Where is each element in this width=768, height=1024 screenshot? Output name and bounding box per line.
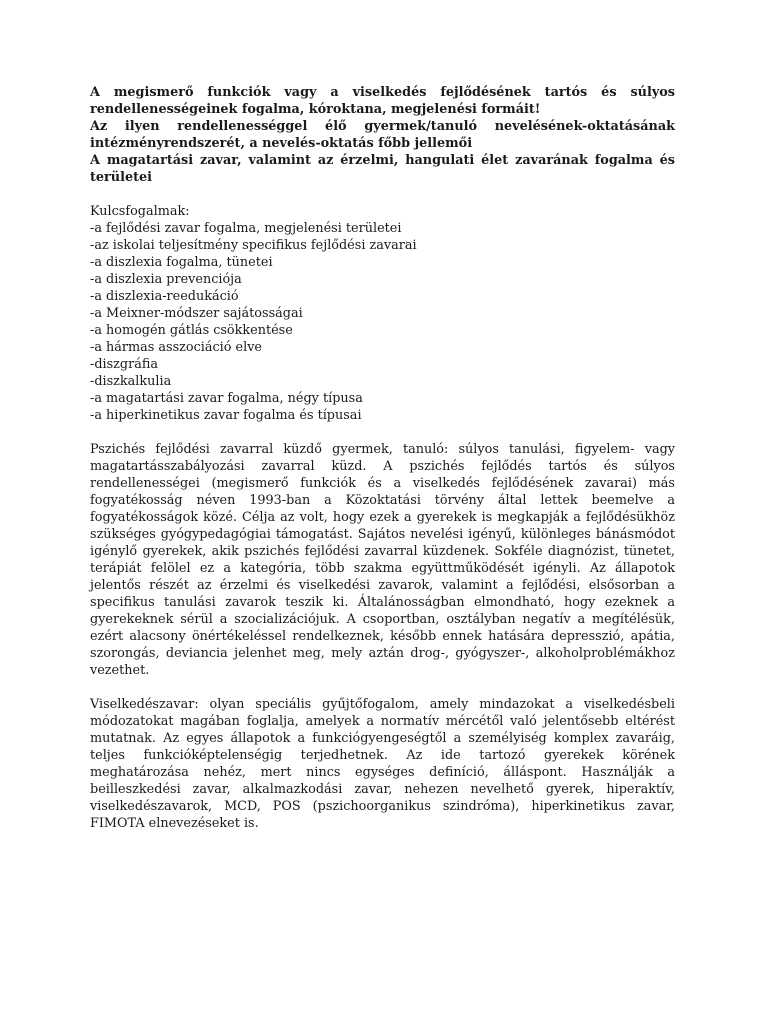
paragraph-viselkedészavar: Viselkedészavar: olyan speciális gyűjtőfogalom, amely mindazokat a viselkedésbeli módozatokat magában foglalja, amelyek a normatív mércétől való jelentősebb eltérést mutatnak. Az egyes állapotok a funkciógyengeségtől a személyiség komplex zavaráig, teljes funkcióképtelenségig terjedhetnek. Az ide tartozó gyerekek körének meghatározása nehéz, mert nincs egységes definíció, álláspont. Használják a beilleszkedési zavar, alkalmazkodási zavar, nehezen nevelhető gyerek, hiperaktív, viselkedészavarok, MCD, POS (pszichoorganikus szindróma), hiperkinetikus zavar, FIMOTA elnevezéseket is. <box>90 697 675 831</box>
list-item: -a hármas asszociáció elve <box>90 340 263 355</box>
spacer <box>90 424 675 441</box>
list-item: -a diszlexia-reedukáció <box>90 289 239 304</box>
paragraph-pszichés-fejlődési-zavar: Pszichés fejlődési zavarral küzdő gyermek, tanuló: súlyos tanulási, figyelem- vagy magatartásszabályozási zavarral küzd. A pszichés fejlődés tartós és súlyos rendellenességei (megismerő funkciók és a viselkedés fejlődésének zavarai) más fogyatékosság néven 1993-ban a Közoktatási törvény által lettek beemelve a fogyatékosságok közé. Célja az volt, hogy ezek a gyerekek is megkapják a fejlődésükhöz szükséges gyógypedagógiai támogatást. Sajátos nevelési igényű, különleges bánásmódot igénylő gyerekek, akik pszichés fejlődési zavarral küzdenek. Sokféle diagnózist, tünetet, terápiát felölel ez a kategória, több szakma együttműködését igényli. Az állapotok jelentős részét az érzelmi és viselkedési zavarok, valamint a fejlődési, elsősorban a specifikus tanulási zavarok teszik ki. Általánosságban elmondható, hogy ezeknek a gyerekeknek sérül a szocializációjuk. A csoportban, osztályban negatív a megítélésük, ezért alacsony önértékeléssel rendelkeznek, később ennek hatására depresszió, apátia, szorongás, deviancia jelenhet meg, mely aztán drog-, gyógyszer-, alkoholproblémákhoz vezethet. <box>90 442 675 678</box>
list-item: -az iskolai teljesítmény specifikus fejlődési zavarai <box>90 238 417 253</box>
list-item: -a hiperkinetikus zavar fogalma és típusai <box>90 408 362 423</box>
kulcsfogalmak-title: Kulcsfogalmak: <box>90 204 190 219</box>
list-item: -diszkalkulia <box>90 374 172 389</box>
list-item: -a diszlexia fogalma, tünetei <box>90 255 273 270</box>
list-item: -a diszlexia prevenciója <box>90 272 242 287</box>
list-item: -a magatartási zavar fogalma, négy típusa <box>90 391 363 406</box>
list-item: -a homogén gátlás csökkentése <box>90 323 293 338</box>
spacer <box>90 186 675 203</box>
heading-1: A megismerő funkciók vagy a viselkedés fejlődésének tartós és súlyos rendellenességeinek fogalma, kóroktana, megjelenési formáit! <box>90 85 675 117</box>
spacer <box>90 679 675 696</box>
list-item: -a Meixner-módszer sajátosságai <box>90 306 303 321</box>
list-item: -diszgráfia <box>90 357 159 372</box>
document-page <box>90 84 675 832</box>
heading-2: Az ilyen rendellenességgel élő gyermek/tanuló nevelésének-oktatásának intézményrendszerét, a nevelés-oktatás főbb jellemői <box>90 119 675 151</box>
list-item: -a fejlődési zavar fogalma, megjelenési területei <box>90 221 402 236</box>
heading-3: A magatartási zavar, valamint az érzelmi, hangulati élet zavarának fogalma és területei <box>90 153 675 185</box>
kulcsfogalmak-list <box>90 220 675 424</box>
